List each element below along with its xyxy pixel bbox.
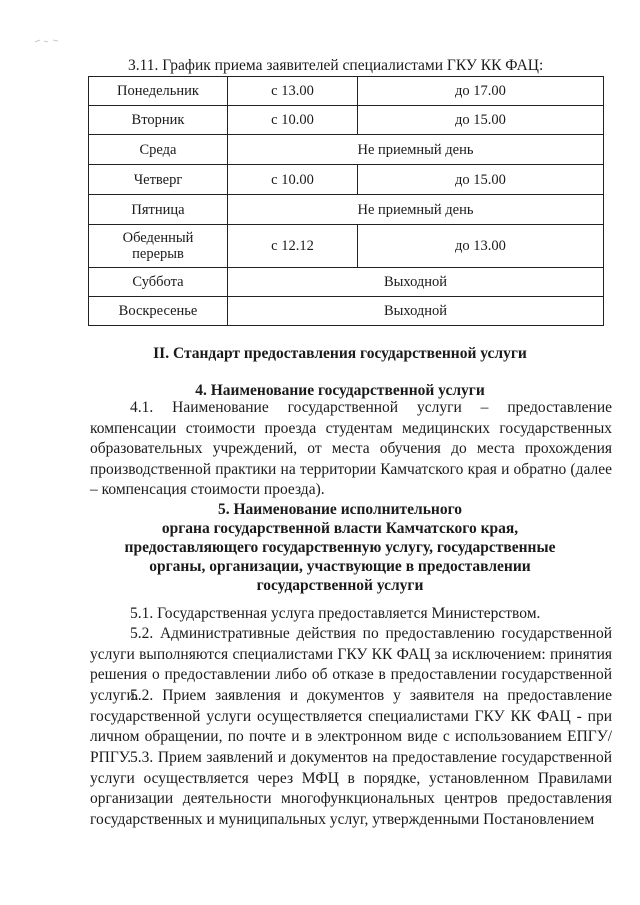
table-row [89,77,604,106]
to-cell: до 15.00 [358,106,604,135]
paragraph-5-1: 5.1. Государственная услуга предоставляется Министерством. [130,605,541,622]
from-cell: с 13.00 [228,77,358,106]
day-cell: Пятница [89,195,228,225]
paragraph-4-1: 4.1. Наименование государственной услуги – предоставление компенсации стоимости проезда студентам медицинских государственных образовательных учреждений, от места обучения до места прохождения производственной практики на территории Камчатского края и обратно (далее – компенсация стоимости проезда). [90,399,612,498]
section-5-title-line: органы, организации, участвующие в предоставлении [149,558,531,575]
merged-cell: Не приемный день [228,135,604,165]
scan-mark [34,38,62,44]
section-5-title-line: предоставляющего государственную услугу, государственные [124,539,556,556]
merged-cell: Выходной [228,297,604,326]
day-cell-line: Обеденный [122,230,194,246]
day-cell: Понедельник [89,77,228,106]
schedule-caption: 3.11. График приема заявителей специалистами ГКУ КК ФАЦ: [128,57,544,74]
to-cell: до 13.00 [358,225,604,268]
from-cell: с 10.00 [228,106,358,135]
paragraph-5-2b: 5.2. Прием заявления и документов у заявителя на предоставление государственной услуги осуществляется специалистами ГКУ КК ФАЦ - при личном обращении, по почте и в электронном виде с использованием ЕПГУ/РПГУ. [90,687,612,766]
merged-cell: Не приемный день [228,195,604,225]
day-cell: Среда [89,135,228,165]
reception-schedule-table [88,76,604,326]
paragraph-5-3: 5.3. Прием заявлений и документов на предоставление государственной услуги осуществляется через МФЦ в порядке, установленном Правилами организации деятельности многофункциональных центров предоставления государственных и муниципальных услуг, утвержденными Постановлением [90,749,612,828]
section-5-title-line: органа государственной власти Камчатского края, [161,520,519,537]
day-cell: Суббота [89,268,228,297]
to-cell: до 15.00 [358,165,604,195]
section-5-title-line: 5. Наименование исполнительного [217,501,463,518]
table-row [89,268,604,297]
table-row [89,225,604,268]
section-2-title: II. Стандарт предоставления государственной услуги [153,345,527,362]
from-cell: с 12.12 [228,225,358,268]
table-row [89,106,604,135]
table-row [89,195,604,225]
day-cell-line: перерыв [132,246,184,262]
table-row [89,165,604,195]
table-row [89,297,604,326]
day-cell: Вторник [89,106,228,135]
day-cell: Четверг [89,165,228,195]
paragraph-5-2a: 5.2. Административные действия по предоставлению государственной услуги выполняются специалистами ГКУ КК ФАЦ за исключением: принятия решения о предоставлении либо об отказе в предоставлении государственной услуги. [90,625,612,704]
from-cell: с 10.00 [228,165,358,195]
merged-cell: Выходной [228,268,604,297]
table-row [89,135,604,165]
day-cell: Воскресенье [89,297,228,326]
day-cell [89,225,228,268]
to-cell: до 17.00 [358,77,604,106]
section-4-title: 4. Наименование государственной услуги [195,382,485,399]
section-5-title-line: государственной услуги [256,577,424,594]
